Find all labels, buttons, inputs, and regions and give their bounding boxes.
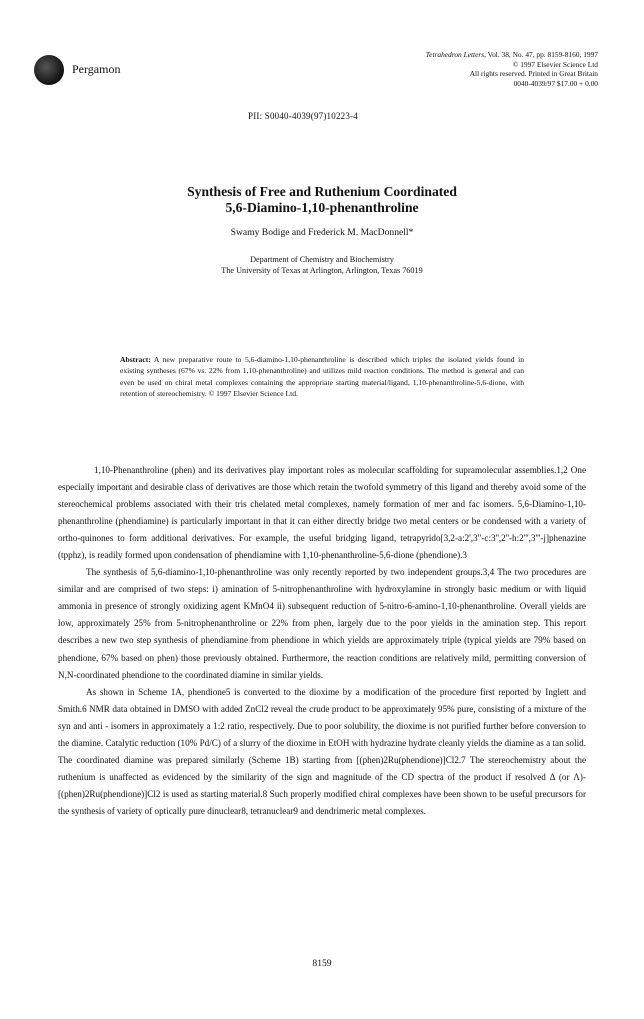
paper-title — [0, 184, 644, 215]
affiliation-university: The University of Texas at Arlington, Arlington, Texas 76019 — [221, 266, 423, 275]
abstract — [120, 354, 524, 399]
affiliation — [0, 254, 644, 276]
copyright-line: © 1997 Elsevier Science Ltd — [512, 59, 598, 69]
journal-citation — [348, 50, 598, 60]
authors: Swamy Bodige and Frederick M. MacDonnell* — [230, 227, 414, 238]
paragraph-3: As shown in Scheme 1A, phendione5 is converted to the dioxime by a modification of the procedure first reported by Inglett and Smith.6 NMR data obtained in DMSO with added ZnCl2 reveal the crude product to be approximately 95% pure, consisting of a mixture of the syn and anti - isomers in approximately a 1:2 ratio, respectively. Due to poor solubility, the dioxime is not purified further before conversion to the diamine. Catalytic reduction (10% Pd/C) of a slurry of the dioxime in EtOH with hydrazine hydrate cleanly yields the diamine as a tan solid. The coordinated diamine was prepared similarly (Scheme 1B) starting from [(phen)2Ru(phendione)]Cl2.7 The stereochemistry about the ruthenium is unaffected as evidenced by the similarity of the sign and magnitude of the CD spectra of the product if resolved Δ (or Λ)-[(phen)2Ru(phendione)]Cl2 is used as starting material.8 Such properly modified chiral complexes have been shown to be useful precursors for the synthesis of variety of optically pure dinuclear8, tetranuclear9 and dendrimeric metal complexes. — [58, 686, 586, 816]
title-line-2: 5,6-Diamino-1,10-phenanthroline — [225, 199, 419, 215]
abstract-text: A new preparative route to 5,6-diamino-1,10-phenanthroline is described which triples the isolated yields found in existing syntheses (67% vs. 22% from 1,10-phenanthroline) and utilizes mild reaction conditions. The method is general and can even be used on chiral metal complexes containing the appropriate starting material/ligand, 1,10-phenanthroline-5,6-dione, with retention of stereochemistry. © 1997 Elsevier Science Ltd. — [120, 355, 524, 398]
title-line-1: Synthesis of Free and Ruthenium Coordinated — [187, 184, 457, 199]
journal-name: Tetrahedron Letters — [425, 50, 485, 59]
pii-identifier: PII: S0040-4039(97)10223-4 — [248, 111, 358, 121]
publisher-logo — [34, 55, 64, 85]
body-text — [58, 462, 586, 820]
paragraph-2: The synthesis of 5,6-diamino-1,10-phenanthroline was only recently reported by two independent groups.3,4 The two procedures are similar and are comprised of two steps: i) amination of 5-nitrophenanthroline with hydroxylamine in strongly basic medium or with liquid ammonia in presence of strongly oxidizing agent KMnO4 ii) subsequent reduction of 5-nitro-6-amino-1,10-phenanthroline. Overall yields are low, approximately 25% from 5-nitrophenanthroline or 22% from phen, largely due to the poor yields in the amination step. This report describes a new two step synthesis of phendiamine from phendione in which yields are approximately triple (typical yields are 79% based on phendione, 67% based on phen) those previously obtained. Furthermore, the reaction conditions are relatively mild, permitting conversion of N,N-coordinated phendione to the coordinated diamine in similar yields. — [58, 567, 586, 680]
rights-line: All rights reserved. Printed in Great Britain — [469, 69, 598, 79]
paragraph-1: 1,10-Phenanthroline (phen) and its derivatives play important roles as molecular scaffolding for supramolecular assemblies.1,2 One especially important and desirable class of derivatives are those which retain the twofold symmetry of this ligand and thereby avoid some of the stereochemical problems associated with their tris chelated metal complexes, namely formation of mer and fac isomers. 5,6-Diamino-1,10-phenanthroline (phendiamine) is particularly important in that it can either directly bridge two metal centers or be condensed with a variety of ortho-quinones to form additional derivatives. For example, the useful bridging ligand, tetrapyrido[3,2-a:2',3"-c:3'',2''-h:2''',3'''-j]phenazine (tpphz), is readily formed upon condensation of phendiamine with 1,10-phenanthroline-5,6-dione (phendione).3 — [58, 465, 586, 561]
page-number: 8159 — [312, 958, 332, 969]
journal-volume: , Vol. 38, No. 47, pp. 8159-8160, 1997 — [484, 50, 598, 59]
affiliation-department: Department of Chemistry and Biochemistry — [250, 255, 394, 264]
publisher-name: Pergamon — [72, 62, 121, 76]
abstract-label: Abstract: — [120, 355, 151, 364]
issn-price: 0040-4039/97 $17.00 + 0.00 — [513, 78, 598, 88]
journal-info — [348, 50, 598, 88]
